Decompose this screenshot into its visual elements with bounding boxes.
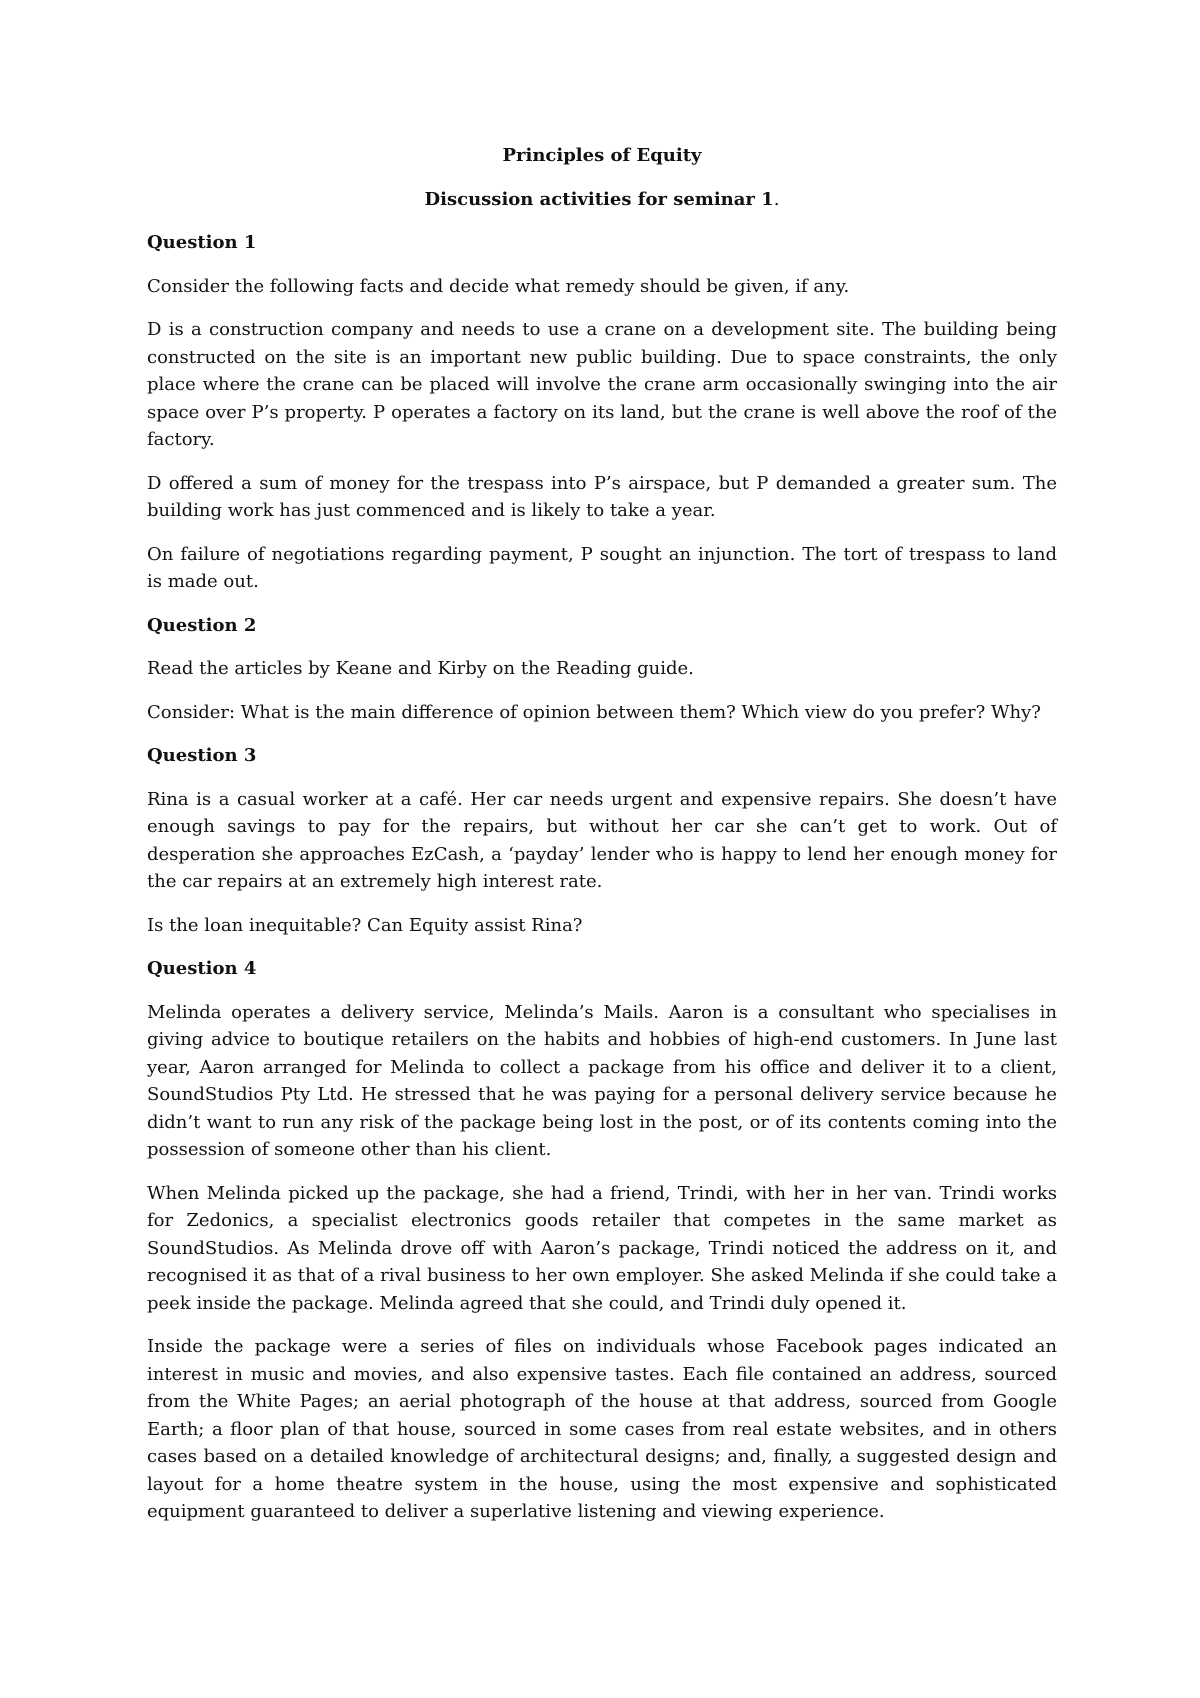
question-1-paragraph-2: D is a construction company and needs to use a crane on a development site. The building being constructed on the site is an important new public building. Due to space constraints, the only place where the crane can be placed will involve the crane arm occasionally swinging into the air space over P’s property. P operates a factory on its land, but the crane is well above the roof of the factory. — [147, 319, 1057, 450]
question-4-paragraph-1: Melinda operates a delivery service, Melinda’s Mails. Aaron is a consultant who specialises in giving advice to boutique retailers on the habits and hobbies of high-end customers. In June last year, Aaron arranged for Melinda to collect a package from his office and deliver it to a client, SoundStudios Pty Ltd. He stressed that he was paying for a personal delivery service because he didn’t want to run any risk of the package being lost in the post, or of its contents coming into the possession of someone other than his client. — [147, 1001, 1057, 1160]
question-3-paragraph-2: Is the loan inequitable? Can Equity assist Rina? — [147, 914, 583, 936]
question-1-paragraph-4: On failure of negotiations regarding payment, P sought an injunction. The tort of trespass to land is made out. — [147, 543, 1057, 592]
question-4-paragraph-3: Inside the package were a series of files on individuals whose Facebook pages indicated an interest in music and movies, and also expensive tastes. Each file contained an address, sourced from the White Pages; an aerial photograph of the house at that address, sourced from Google Earth; a floor plan of that house, sourced in some cases from real estate websites, and in others cases based on a detailed knowledge of architectural designs; and, finally, a suggested design and layout for a home theatre system in the house, using the most expensive and sophisticated equipment guaranteed to deliver a superlative listening and viewing experience. — [147, 1336, 1057, 1522]
question-4-paragraph-2: When Melinda picked up the package, she had a friend, Trindi, with her in her van. Trindi works for Zedonics, a specialist electronics goods retailer that competes in the same market as SoundStudios. As Melinda drove off with Aaron’s package, Trindi noticed the address on it, and recognised it as that of a rival business to her own employer. She asked Melinda if she could take a peek inside the package. Melinda agreed that she could, and Trindi duly opened it. — [147, 1182, 1057, 1314]
subtitle-text: Discussion activities for seminar 1 — [424, 188, 774, 210]
question-1-paragraph-1: Consider the following facts and decide what remedy should be given, if any. — [147, 275, 850, 297]
question-3-paragraph-1: Rina is a casual worker at a café. Her car needs urgent and expensive repairs. She doesn’t have enough savings to pay for the repairs, but without her car she can’t get to work. Out of desperation she approaches EzCash, a ‘payday’ lender who is happy to lend her enough money for the car repairs at an extremely high interest rate. — [147, 788, 1057, 892]
subtitle-period: . — [773, 188, 780, 210]
question-4-heading: Question 4 — [147, 958, 257, 979]
question-2-paragraph-2: Consider: What is the main difference of opinion between them? Which view do you prefer? Why? — [147, 701, 1041, 723]
document-title: Principles of Equity — [502, 145, 702, 166]
question-2-paragraph-1: Read the articles by Keane and Kirby on the Reading guide. — [147, 658, 694, 679]
question-3-heading: Question 3 — [147, 745, 257, 766]
question-1-paragraph-3: D offered a sum of money for the trespass into P’s airspace, but P demanded a greater sum. The building work has just commenced and is likely to take a year. — [147, 472, 1057, 521]
question-2-heading: Question 2 — [147, 614, 257, 636]
document-page — [147, 142, 1057, 1542]
question-1-heading: Question 1 — [147, 232, 257, 253]
document-subtitle — [147, 186, 1057, 214]
